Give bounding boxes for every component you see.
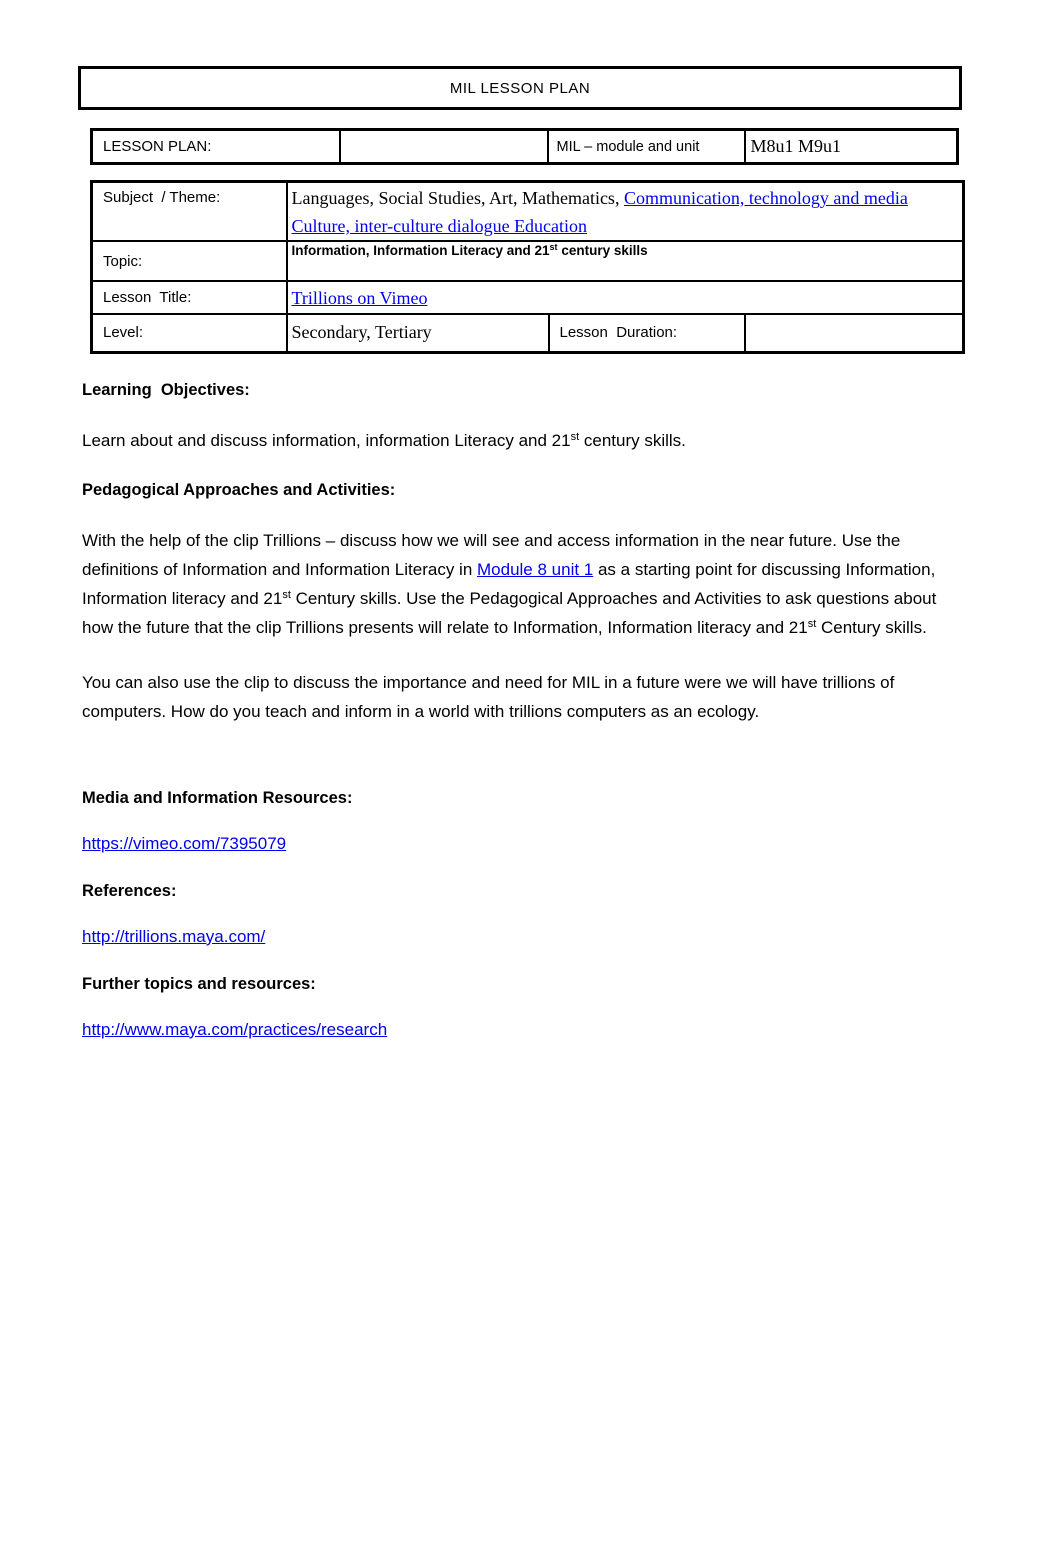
trillions-maya-link[interactable]: http://trillions.maya.com/ [82, 926, 266, 946]
objectives-text: Learn about and discuss information, information Literacy and 21 [82, 430, 571, 450]
pedagogical-approaches-heading: Pedagogical Approaches and Activities: [82, 480, 396, 499]
pedagogy-text-3: Century skills. Use the Pedagogical Approaches and Activities to ask questions about how the future that the clip Trillions presents will relate to Information, Information literacy and 21 [82, 588, 937, 637]
mil-module-value: M8u1 M9u1 [745, 130, 958, 164]
lesson-plan-label: LESSON PLAN: [92, 130, 340, 164]
subject-theme-link[interactable]: Communication, technology and media Culture, inter-culture dialogue Education [291, 188, 908, 236]
meta-table-row [92, 130, 958, 164]
lesson-duration-label: Lesson Duration: [549, 314, 745, 352]
lesson-details-table [90, 180, 965, 354]
lesson-title-link[interactable]: Trillions on Vimeo [291, 287, 428, 308]
document-body [82, 381, 972, 1040]
further-topics-link-line [82, 1020, 972, 1040]
document-title: MIL LESSON PLAN [449, 79, 591, 97]
learning-objectives-heading: Learning Objectives: [82, 380, 250, 399]
subject-theme-value [287, 182, 964, 242]
pedagogy-paragraph-1 [82, 526, 972, 642]
topic-text: Information, Information Literacy and 21 [291, 243, 550, 258]
blank-space [82, 752, 972, 789]
lesson-title-label: Lesson Title: [92, 281, 287, 314]
pedagogy-text-1: With the help of the clip Trillions – discuss how we will see and access information in the near future. Use the definitions of Information and Information Literacy in [82, 530, 901, 579]
pedagogy-superscript-2: st [807, 617, 817, 630]
pedagogy-paragraph-2: You can also use the clip to discuss the importance and need for MIL in a future were we will have trillions of computers. How do you teach and inform in a world with trillions computers as an ecology. [82, 672, 895, 721]
topic-value [287, 241, 964, 281]
subject-theme-row [92, 182, 964, 242]
topic-row [92, 241, 964, 281]
subject-theme-label: Subject / Theme: [92, 182, 287, 242]
objectives-superscript: st [570, 430, 580, 443]
topic-superscript: st [549, 242, 558, 252]
level-label: Level: [92, 314, 287, 352]
media-resource-link-line [82, 834, 972, 854]
topic-text-tail: century skills [557, 243, 648, 258]
pedagogy-text-4: Century skills. [816, 617, 927, 637]
lesson-title-row [92, 281, 964, 314]
level-row [92, 314, 964, 352]
maya-research-link[interactable]: http://www.maya.com/practices/research [82, 1019, 388, 1039]
further-topics-heading: Further topics and resources: [82, 974, 316, 993]
pedagogy-superscript-1: st [282, 588, 291, 601]
vimeo-link[interactable]: https://vimeo.com/7395079 [82, 833, 287, 853]
subject-theme-plain-text: Languages, Social Studies, Art, Mathematics, [291, 188, 624, 208]
pedagogy-text-2: as a starting point for discussing Information, Information literacy and 21 [82, 559, 936, 608]
module-8-unit-1-link[interactable]: Module 8 unit 1 [477, 559, 594, 579]
document-title-box [78, 66, 962, 110]
lesson-plan-value-cell [340, 130, 548, 164]
lesson-duration-value-cell [745, 314, 964, 352]
lesson-title-cell [287, 281, 964, 314]
media-resources-heading: Media and Information Resources: [82, 788, 353, 807]
topic-label: Topic: [92, 241, 287, 281]
level-value: Secondary, Tertiary [287, 314, 549, 352]
lesson-plan-meta-table [90, 128, 959, 165]
objectives-text-tail: century skills. [579, 430, 686, 450]
references-heading: References: [82, 881, 177, 900]
references-link-line [82, 927, 972, 947]
document-page [0, 66, 1058, 1563]
mil-module-label: MIL – module and unit [548, 130, 745, 164]
learning-objectives-paragraph [82, 426, 972, 455]
